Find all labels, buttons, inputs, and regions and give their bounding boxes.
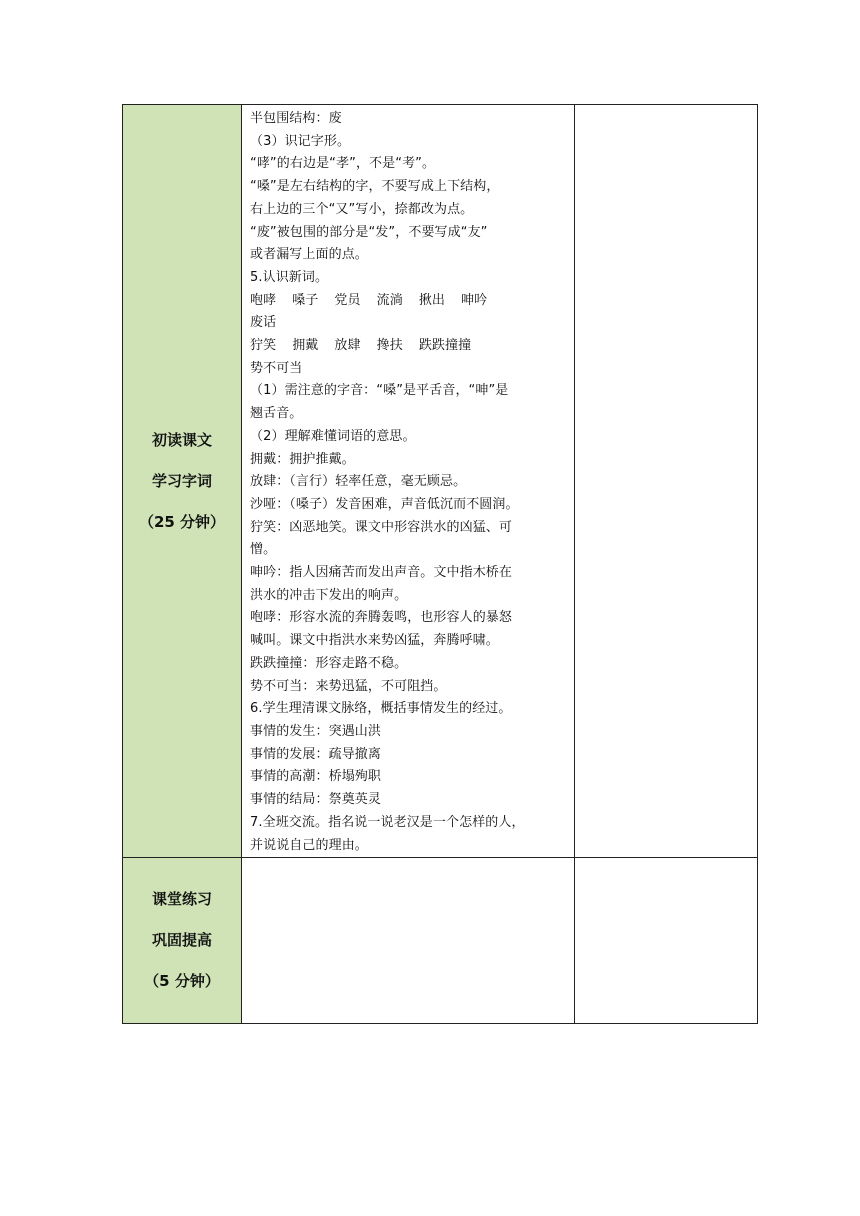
text-line: “废”被包围的部分是“发”，不要写成“友”: [250, 224, 488, 240]
text-line: 事情的发生：突遇山洪: [250, 723, 382, 739]
text-line: 憎。: [250, 542, 277, 558]
section-label-cell: [123, 858, 242, 1024]
vocabulary-word: 党员: [334, 292, 361, 308]
table-row: [123, 858, 758, 1024]
vocabulary-word: 揪出: [418, 292, 446, 308]
section-label-line: （25 分钟）: [138, 512, 226, 531]
vocabulary-word: 呻吟: [461, 292, 488, 308]
content-lines: [250, 108, 568, 290]
vocabulary-word: 放肆: [334, 338, 361, 354]
text-line: 势不可当：来势迅猛，不可阻挡。: [250, 678, 447, 694]
content-cell: [242, 105, 575, 858]
content-cell: [242, 858, 575, 1024]
text-line: 事情的发展：疏导撤离: [250, 746, 382, 762]
vocabulary-row: [250, 290, 568, 313]
text-line: 翘舌音。: [250, 406, 303, 422]
text-line: （3）识记字形。: [250, 133, 351, 149]
section-label-line: 初读课文: [151, 430, 212, 449]
text-line: 5.认识新词。: [250, 269, 329, 285]
text-line: 洪水的冲击下发出的响声。: [250, 587, 408, 603]
section-label-cell: [123, 105, 242, 858]
notes-cell: [575, 858, 758, 1024]
vocabulary-word: 流淌: [376, 292, 403, 308]
vocabulary-word: 狞笑: [250, 338, 277, 354]
section-label-line: （5 分钟）: [144, 972, 220, 991]
text-line: 或者漏写上面的点。: [250, 247, 368, 263]
text-line: 放肆：（言行）轻率任意，毫无顾忌。: [250, 474, 467, 490]
text-line: （1）需注意的字音：“嗓”是平舌音，“呻”是: [250, 383, 509, 399]
vocabulary-word: 废话: [250, 315, 277, 331]
vocabulary-row: [250, 358, 568, 381]
text-line: 6.学生理清课文脉络，概括事情发生的经过。: [250, 701, 512, 717]
table-row: [123, 105, 758, 858]
text-line: 事情的结局：祭奠英灵: [250, 792, 382, 808]
text-line: 喊叫。课文中指洪水来势凶猛，奔腾呼啸。: [250, 633, 499, 649]
text-line: “嗓”是左右结构的字，不要写成上下结构，: [250, 179, 500, 195]
vocabulary-word: 搀扶: [376, 338, 403, 354]
text-line: 右上边的三个“又”写小，捺都改为点。: [250, 201, 474, 217]
text-line: 狞笑：凶恶地笑。课文中形容洪水的凶猛、可: [250, 519, 513, 535]
section-label-line: 巩固提高: [151, 931, 212, 950]
vocabulary-word: 势不可当: [250, 360, 303, 376]
vocabulary-word: 嗓子: [292, 292, 319, 308]
text-line: （2）理解难懂词语的意思。: [250, 428, 416, 444]
section-label-line: 课堂练习: [151, 890, 212, 909]
text-line: 跌跌撞撞：形容走路不稳。: [250, 655, 408, 671]
vocabulary-row: [250, 312, 568, 335]
lesson-plan-table: [122, 104, 758, 1024]
text-line: 半包围结构：废: [250, 111, 342, 126]
text-line: 拥戴：拥护推戴。: [250, 451, 355, 467]
vocabulary-word: 跌跌撞撞: [418, 338, 472, 354]
text-line: 事情的高潮：桥塌殉职: [250, 769, 382, 785]
text-line: 咆哮：形容水流的奔腾轰鸣，也形容人的暴怒: [250, 610, 513, 626]
text-line: “哮”的右边是“孝”，不是“考”。: [250, 156, 436, 172]
vocabulary-word: 咆哮: [250, 292, 277, 308]
vocabulary-word: 拥戴: [292, 338, 319, 354]
section-label-line: 学习字词: [151, 471, 212, 490]
text-line: 呻吟：指人因痛苦而发出声音。文中指木桥在: [250, 565, 513, 581]
vocabulary-row: [250, 335, 568, 358]
notes-cell: [575, 105, 758, 858]
text-line: 7.全班交流。指名说一说老汉是一个怎样的人，: [250, 814, 525, 830]
text-line: 并说说自己的理由。: [250, 837, 368, 853]
vocabulary-list: [250, 290, 568, 381]
content-lines: [250, 380, 568, 857]
text-line: 沙哑：（嗓子）发音困难，声音低沉而不圆润。: [250, 496, 519, 512]
